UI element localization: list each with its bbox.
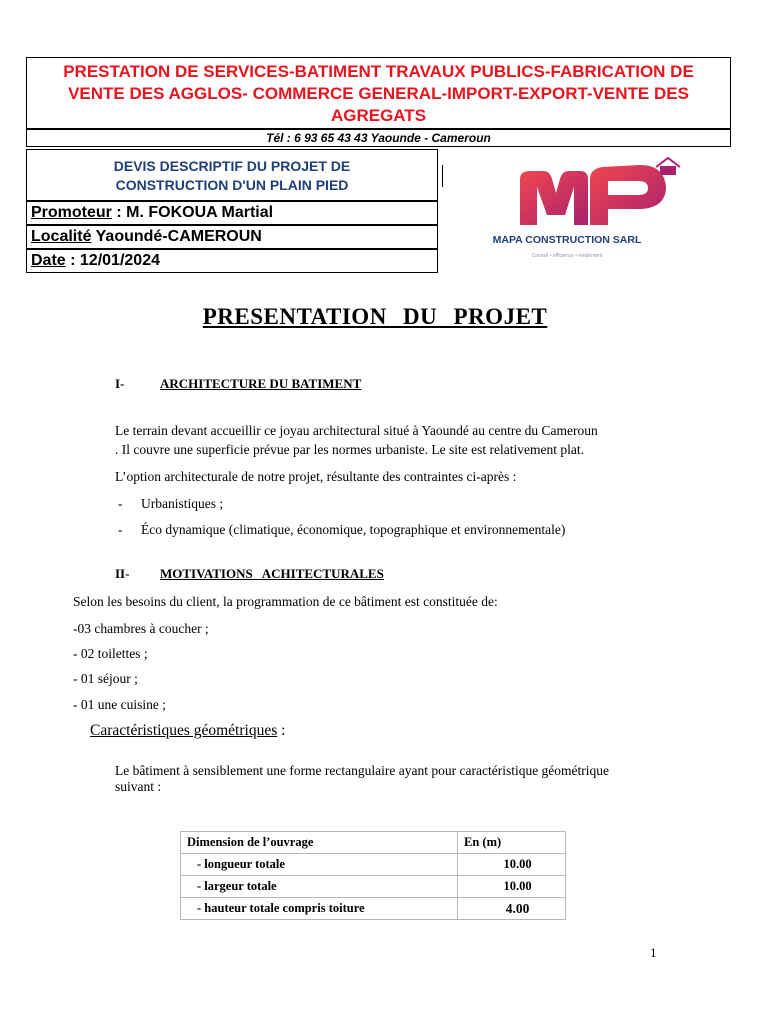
section-1-heading: ARCHITECTURE DU BATIMENT [160,376,362,391]
devis-title-line1: DEVIS DESCRIPTIF DU PROJET DE [113,158,351,174]
page-number: 1 [650,945,657,960]
date-value: : 12/01/2024 [65,252,160,269]
section-2-intro: Selon les besoins du client, la programmation de ce bâtiment est constituée de: [73,594,498,609]
page-title: PRESENTATION DU PROJET [202,304,548,329]
table-header-row [181,832,566,854]
section-2-heading: MOTIVATIONS ACHITECTURALES [160,566,384,581]
bullet-dash: - [118,522,123,537]
date-row [26,249,438,273]
table-cell-label: - hauteur totale compris toiture [181,898,458,920]
table-header-dimension: Dimension de l’ouvrage [181,832,458,854]
table-cell-value: 10.00 [458,876,566,898]
table-row [181,854,566,876]
table-row [181,898,566,920]
geo-heading-suffix: : [277,722,286,739]
section-1-line-1: Le terrain devant accueillir ce joyau architectural situé à Yaoundé au centre du Cameroun [115,423,598,438]
localite-label: Localité [31,228,92,245]
table-cell-value: 4.00 [458,898,566,920]
logo-tagline: Conseil • efficience • rendement [531,253,603,259]
geo-line-1: Le bâtiment à sensiblement une forme rectangulaire ayant pour caractéristique géométrique [115,763,610,778]
devis-title-box [26,149,438,201]
bullet-eco-dynamique: Éco dynamique (climatique, économique, topographique et environnementale) [141,522,566,537]
program-item: - 01 séjour ; [73,671,138,686]
company-header-box [26,57,731,129]
geo-heading-text: Caractéristiques géométriques [90,722,278,739]
date-label: Date [31,252,66,269]
logo-letter-m [520,171,588,225]
logo-letter-p [590,165,666,225]
logo-brand-text: MAPA CONSTRUCTION SARL [492,234,642,246]
section-2-number: II- [115,566,130,581]
program-item: - 02 toilettes ; [73,646,148,661]
program-item: -03 chambres à coucher ; [73,621,209,636]
localite-row [26,225,438,249]
table-cell-value: 10.00 [458,854,566,876]
devis-title-line2: CONSTRUCTION D'UN PLAIN PIED [115,177,349,193]
section-1-line-3: L’option architecturale de notre projet, résultante des contraintes ci-après : [115,469,517,484]
promoteur-label: Promoteur [31,204,112,221]
mp-logo-graphic [440,149,695,273]
company-logo [440,149,695,273]
promoteur-value: : M. FOKOUA Martial [111,204,274,221]
promoteur-row [26,201,438,225]
localite-value: Yaoundé-CAMEROUN [91,228,262,245]
phone-box [26,129,731,147]
table-row [181,876,566,898]
table-cell-label: - largeur totale [181,876,458,898]
phone-text: Tél : 6 93 65 43 43 Yaounde - Cameroun [266,131,491,145]
table-cell-label: - longueur totale [181,854,458,876]
bullet-dash: - [118,496,123,511]
geo-line-2: suivant : [115,779,162,794]
table-header-unit: En (m) [458,832,566,854]
section-1-line-2: . Il couvre une superficie prévue par les normes urbaniste. Le site est relativement plat. [115,442,584,457]
section-1-number: I- [115,376,125,391]
geo-heading [90,722,285,740]
program-item: - 01 une cuisine ; [73,697,166,712]
dimensions-table [180,831,566,920]
company-services-text: PRESTATION DE SERVICES-BATIMENT TRAVAUX PUBLICS-FABRICATION DE VENTE DES AGGLOS- COMMERCE GENERAL-IMPORT-EXPORT-VENTE DES AGREGATS [63,62,694,125]
bullet-urbanistiques: Urbanistiques ; [141,496,224,511]
devis-title [27,150,437,195]
